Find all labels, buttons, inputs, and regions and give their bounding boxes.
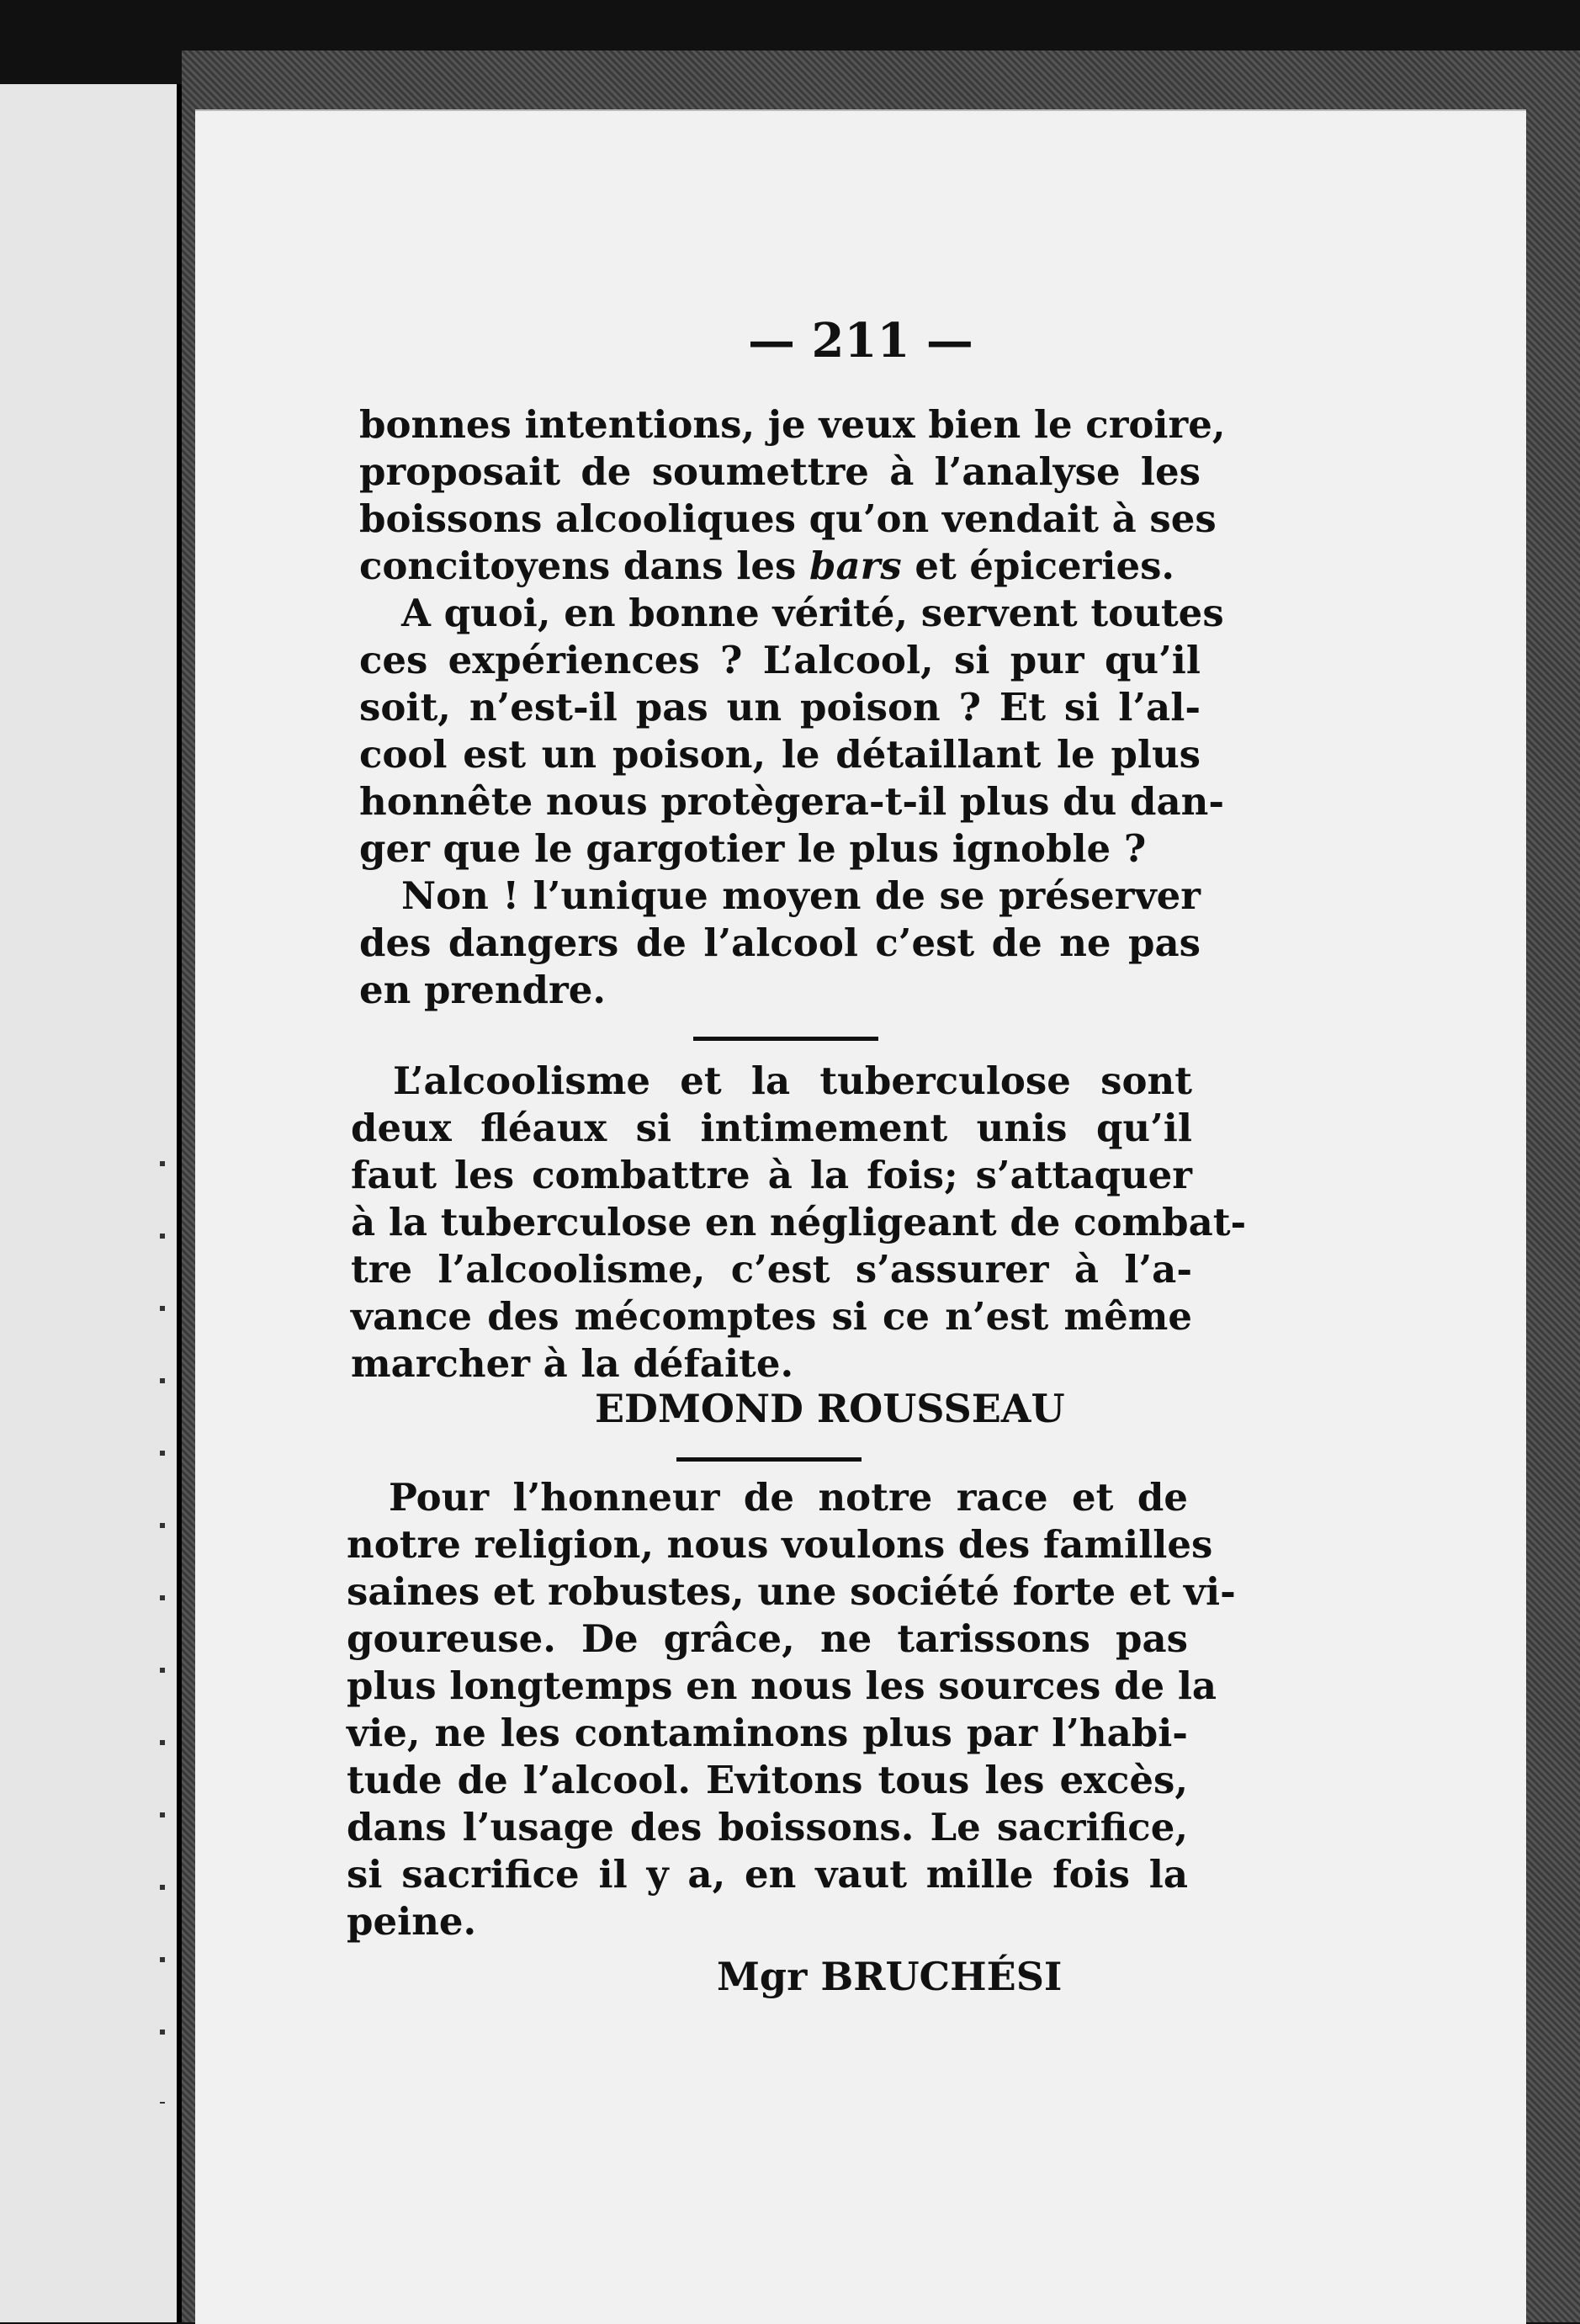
text-line: A quoi, en bonne vérité, servent toutes	[401, 591, 1224, 635]
text-line: vance des mécomptes si ce n’est même	[351, 1294, 1192, 1339]
text-line: saines et robustes, une société forte et vi-	[347, 1569, 1236, 1614]
text-line: deux fléaux si intimement unis qu’il	[351, 1106, 1192, 1150]
text-line: concitoyens dans les bars et épiceries.	[359, 544, 1175, 588]
text-line: vie, ne les contaminons plus par l’habi-	[347, 1711, 1188, 1755]
text-line: honnête nous protègera-t-il plus du dan-	[359, 779, 1225, 824]
text-line: boissons alcooliques qu’on vendait à ses	[359, 496, 1217, 541]
text-line: bonnes intentions, je veux bien le croire,	[359, 402, 1226, 447]
quote-bruchesi	[347, 1474, 1236, 1945]
quote-author-rousseau: EDMOND ROUSSEAU	[595, 1386, 1065, 1431]
facing-page-edge	[0, 84, 182, 2322]
text-line: Pour l’honneur de notre race et de	[389, 1475, 1188, 1520]
text-line: tude de l’alcool. Evitons tous les excès,	[347, 1758, 1188, 1802]
text-line: Non ! l’unique moyen de se préserver	[401, 873, 1201, 918]
text-line: dans l’usage des boissons. Le sacrifice,	[347, 1805, 1188, 1849]
quote-author-bruchesi: Mgr BRUCHÉSI	[717, 1954, 1063, 1999]
text-line: cool est un poison, le détaillant le plus	[359, 732, 1201, 777]
text-line: ger que le gargotier le plus ignoble ?	[359, 826, 1147, 871]
facing-page-marks	[160, 1094, 165, 2104]
text-line: soit, n’est-il pas un poison ? Et si l’al-	[359, 685, 1201, 730]
text-line: L’alcoolisme et la tuberculose sont	[393, 1059, 1192, 1103]
text-line: à la tuberculose en négligeant de combat-	[351, 1200, 1247, 1244]
text-line: goureuse. De grâce, ne tarissons pas	[347, 1616, 1188, 1661]
paragraph-continuation	[359, 401, 1226, 1014]
text-line: peine.	[347, 1899, 477, 1944]
text-line: marcher à la défaite.	[351, 1341, 794, 1386]
text-line: notre religion, nous voulons des familles	[347, 1522, 1213, 1567]
section-divider	[676, 1457, 862, 1462]
text-line: tre l’alcoolisme, c’est s’assurer à l’a-	[351, 1247, 1192, 1292]
book-page	[195, 109, 1526, 2324]
text-line: faut les combattre à la fois; s’attaquer	[351, 1153, 1192, 1197]
page-number: — 211 —	[748, 313, 973, 369]
text-line: proposait de soumettre à l’analyse les	[359, 449, 1201, 494]
text-line: si sacrifice il y a, en vaut mille fois la	[347, 1852, 1188, 1897]
section-divider	[693, 1037, 878, 1041]
text-line: ces expériences ? L’alcool, si pur qu’il	[359, 638, 1201, 682]
text-line: plus longtemps en nous les sources de la	[347, 1663, 1217, 1708]
text-line: des dangers de l’alcool c’est de ne pas	[359, 921, 1201, 965]
quote-rousseau	[351, 1058, 1247, 1388]
text-line: en prendre.	[359, 968, 607, 1012]
